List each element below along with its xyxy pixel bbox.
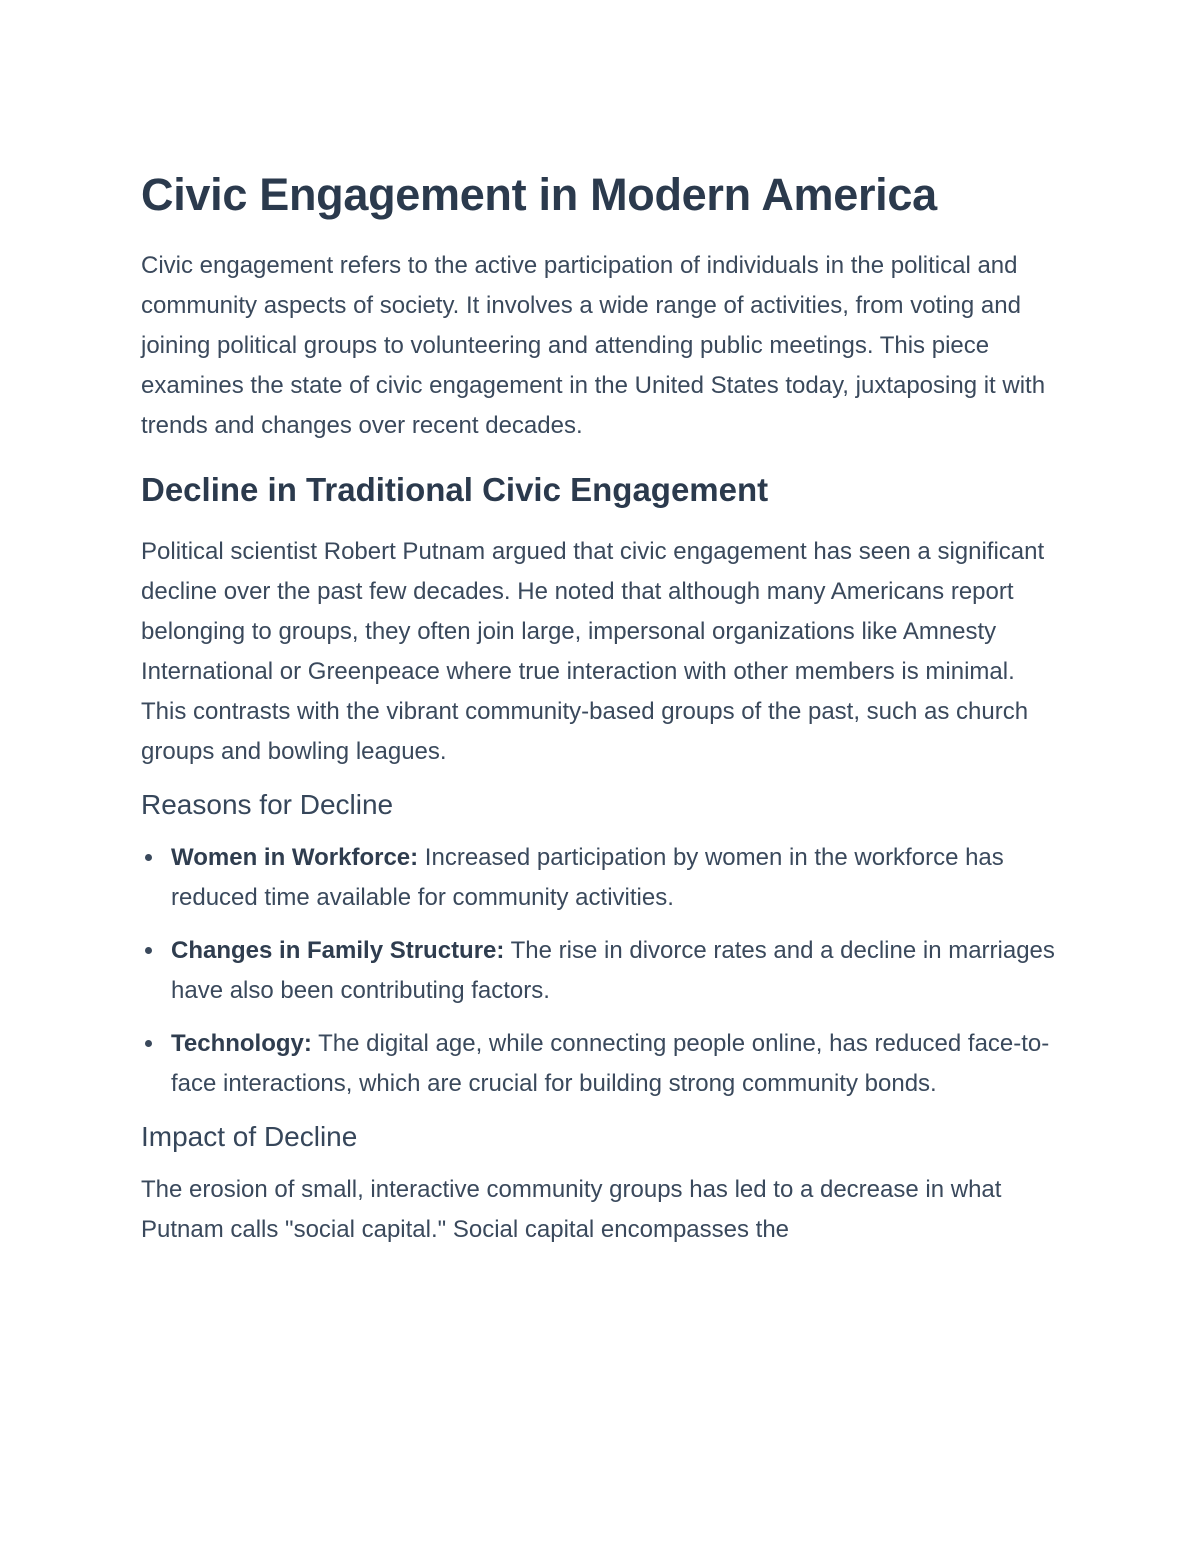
bullet-icon bbox=[145, 854, 152, 861]
reasons-list bbox=[141, 838, 1061, 1104]
list-item-term: Technology: bbox=[171, 1030, 312, 1057]
list-item bbox=[141, 838, 1061, 918]
list-item bbox=[141, 1024, 1061, 1104]
list-item-text: The rise in divorce rates and a decline in marriages have also been contributing factors. bbox=[171, 937, 1055, 1004]
list-item-text: Increased participation by women in the workforce has reduced time available for community activities. bbox=[171, 844, 1004, 911]
subheading-impact: Impact of Decline bbox=[141, 1121, 358, 1152]
section-heading-decline: Decline in Traditional Civic Engagement bbox=[141, 471, 769, 508]
subheading-reasons: Reasons for Decline bbox=[141, 789, 394, 820]
bullet-icon bbox=[145, 1040, 152, 1047]
document-page bbox=[141, 166, 1061, 1250]
list-item-text: The digital age, while connecting people online, has reduced face-to-face interactions, which are crucial for building strong community bonds. bbox=[171, 1030, 1050, 1097]
impact-paragraph: The erosion of small, interactive community groups has led to a decrease in what Putnam calls "social capital." Social capital encompasses the bbox=[141, 1176, 1002, 1243]
list-item bbox=[141, 931, 1061, 1011]
document-title: Civic Engagement in Modern America bbox=[141, 169, 937, 220]
intro-paragraph: Civic engagement refers to the active participation of individuals in the political and community aspects of society. It involves a wide range of activities, from voting and joining political groups to volunteering and attending public meetings. This piece examines the state of civic engagement in the United States today, juxtaposing it with trends and changes over recent decades. bbox=[141, 252, 1046, 439]
list-item-term: Women in Workforce: bbox=[171, 844, 419, 871]
list-item-term: Changes in Family Structure: bbox=[171, 937, 505, 964]
bullet-icon bbox=[145, 947, 152, 954]
decline-paragraph: Political scientist Robert Putnam argued that civic engagement has seen a significant decline over the past few decades. He noted that although many Americans report belonging to groups, they often join large, impersonal organizations like Amnesty International or Greenpeace where true interaction with other members is minimal. This contrasts with the vibrant community-based groups of the past, such as church groups and bowling leagues. bbox=[141, 538, 1045, 765]
